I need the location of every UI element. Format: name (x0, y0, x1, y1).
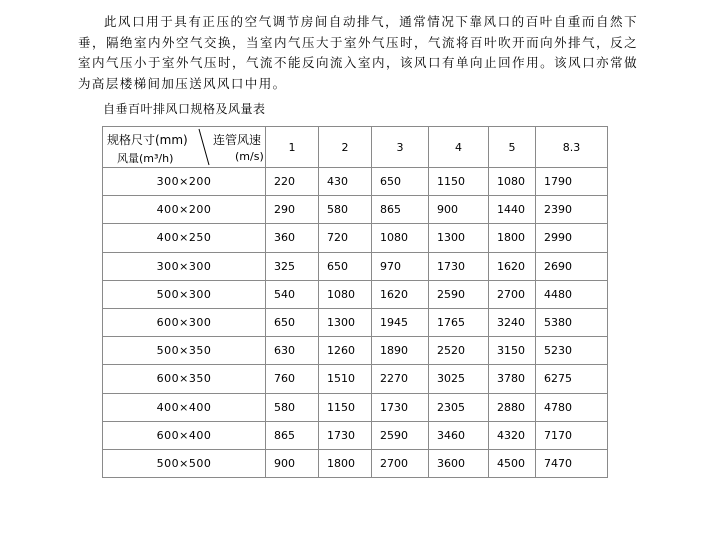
table-header-row (103, 127, 608, 168)
airflow-cell: 1730 (372, 393, 429, 421)
size-cell: 400×200 (103, 196, 266, 224)
airflow-cell: 1765 (429, 308, 489, 336)
table-caption: 自垂百叶排风口规格及风量表 (103, 102, 266, 116)
airflow-cell: 1080 (489, 168, 536, 196)
airflow-cell: 5380 (536, 308, 608, 336)
airflow-cell: 2270 (372, 365, 429, 393)
airflow-cell: 325 (266, 252, 319, 280)
airflow-cell: 1300 (429, 224, 489, 252)
airflow-cell: 1150 (429, 168, 489, 196)
airflow-cell: 360 (266, 224, 319, 252)
airflow-cell: 6275 (536, 365, 608, 393)
table-row (103, 337, 608, 365)
velocity-header: 5 (489, 127, 536, 168)
airflow-cell: 4480 (536, 280, 608, 308)
airflow-cell: 2590 (429, 280, 489, 308)
airflow-cell: 720 (319, 224, 372, 252)
airflow-cell: 650 (319, 252, 372, 280)
airflow-cell: 650 (266, 308, 319, 336)
header-size-label: 规格尺寸(mm) (107, 133, 188, 147)
size-cell: 400×400 (103, 393, 266, 421)
airflow-cell: 650 (372, 168, 429, 196)
airflow-cell: 865 (372, 196, 429, 224)
airflow-cell: 630 (266, 337, 319, 365)
airflow-cell: 3600 (429, 449, 489, 477)
airflow-cell: 1080 (319, 280, 372, 308)
header-velocity-label: 连管风速 (213, 133, 262, 147)
velocity-header: 8.3 (536, 127, 608, 168)
airflow-cell: 4500 (489, 449, 536, 477)
airflow-cell: 1510 (319, 365, 372, 393)
airflow-cell: 2690 (536, 252, 608, 280)
table-row (103, 449, 608, 477)
size-cell: 500×350 (103, 337, 266, 365)
airflow-cell: 865 (266, 421, 319, 449)
table-row (103, 224, 608, 252)
airflow-cell: 2520 (429, 337, 489, 365)
airflow-cell: 1890 (372, 337, 429, 365)
size-cell: 300×300 (103, 252, 266, 280)
airflow-cell: 2700 (489, 280, 536, 308)
airflow-cell: 1620 (489, 252, 536, 280)
airflow-cell: 4320 (489, 421, 536, 449)
airflow-cell: 4780 (536, 393, 608, 421)
airflow-cell: 970 (372, 252, 429, 280)
velocity-header: 1 (266, 127, 319, 168)
size-cell: 600×400 (103, 421, 266, 449)
table-row (103, 421, 608, 449)
airflow-cell: 900 (266, 449, 319, 477)
size-cell: 600×300 (103, 308, 266, 336)
diagonal-header-cell (103, 127, 266, 168)
airflow-cell: 2880 (489, 393, 536, 421)
size-cell: 300×200 (103, 168, 266, 196)
airflow-cell: 1790 (536, 168, 608, 196)
airflow-cell: 1730 (429, 252, 489, 280)
size-cell: 400×250 (103, 224, 266, 252)
table-row (103, 393, 608, 421)
airflow-cell: 2990 (536, 224, 608, 252)
table-row (103, 280, 608, 308)
size-cell: 500×500 (103, 449, 266, 477)
airflow-cell: 580 (319, 196, 372, 224)
airflow-cell: 3240 (489, 308, 536, 336)
airflow-cell: 3460 (429, 421, 489, 449)
header-flow-unit: 风量(m³/h) (117, 152, 174, 165)
airflow-cell: 220 (266, 168, 319, 196)
table-row (103, 196, 608, 224)
airflow-cell: 1080 (372, 224, 429, 252)
airflow-cell: 7170 (536, 421, 608, 449)
airflow-cell: 1800 (319, 449, 372, 477)
airflow-cell: 1260 (319, 337, 372, 365)
airflow-cell: 2590 (372, 421, 429, 449)
velocity-header: 4 (429, 127, 489, 168)
airflow-cell: 430 (319, 168, 372, 196)
airflow-cell: 1440 (489, 196, 536, 224)
airflow-cell: 1730 (319, 421, 372, 449)
table-row (103, 168, 608, 196)
header-velocity-unit: (m/s) (235, 150, 264, 163)
airflow-cell: 2305 (429, 393, 489, 421)
table-row (103, 365, 608, 393)
airflow-cell: 540 (266, 280, 319, 308)
table-row (103, 252, 608, 280)
airflow-cell: 3025 (429, 365, 489, 393)
airflow-cell: 1300 (319, 308, 372, 336)
airflow-cell: 5230 (536, 337, 608, 365)
airflow-cell: 290 (266, 196, 319, 224)
table-row (103, 308, 608, 336)
airflow-cell: 760 (266, 365, 319, 393)
airflow-cell: 1945 (372, 308, 429, 336)
airflow-cell: 2700 (372, 449, 429, 477)
airflow-cell: 7470 (536, 449, 608, 477)
airflow-cell: 1620 (372, 280, 429, 308)
airflow-cell: 2390 (536, 196, 608, 224)
airflow-cell: 1150 (319, 393, 372, 421)
airflow-cell: 580 (266, 393, 319, 421)
size-cell: 600×350 (103, 365, 266, 393)
airflow-cell: 3150 (489, 337, 536, 365)
spec-table (102, 126, 608, 478)
velocity-header: 2 (319, 127, 372, 168)
intro-paragraph: 此风口用于具有正压的空气调节房间自动排气，通常情况下靠风口的百叶自重而自然下垂，隔绝室内外空气交换，当室内气压大于室外气压时，气流将百叶吹开而向外排气，反之室内气压小于室外气压时，气流不能反向流入室内，该风口有单向止回作用。该风口亦常做为高层楼梯间加压送风风口中用。 (78, 14, 638, 91)
velocity-header: 3 (372, 127, 429, 168)
airflow-cell: 3780 (489, 365, 536, 393)
airflow-cell: 1800 (489, 224, 536, 252)
size-cell: 500×300 (103, 280, 266, 308)
airflow-cell: 900 (429, 196, 489, 224)
